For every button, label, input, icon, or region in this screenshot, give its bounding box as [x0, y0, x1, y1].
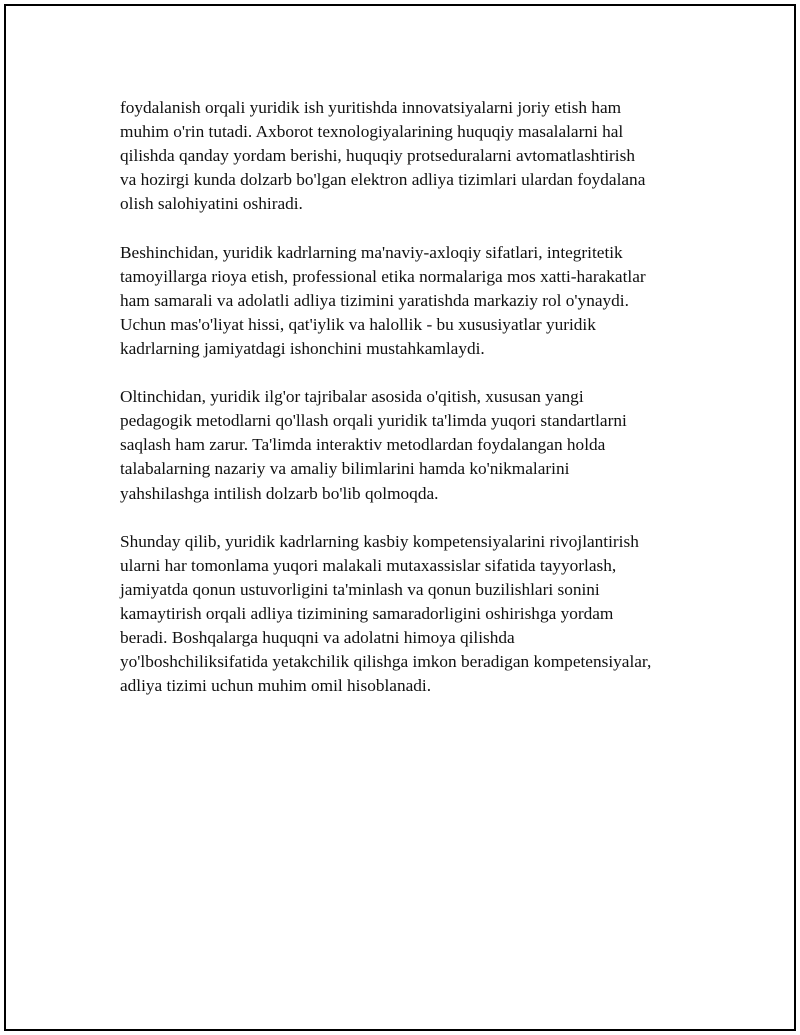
text-line: Beshinchidan, yuridik kadrlarning ma'naviy-axloqiy sifatlari, integritetik — [120, 242, 623, 262]
text-line: Uchun mas'o'liyat hissi, qat'iylik va halollik - bu xususiyatlar yuridik — [120, 314, 596, 334]
paragraph-conclusion — [120, 530, 710, 699]
text-line: yahshilashga intilish dolzarb bo'lib qolmoqda. — [120, 483, 439, 503]
text-line: saqlash ham zarur. Ta'limda interaktiv metodlardan foydalangan holda — [120, 435, 606, 455]
text-line: yo'lboshchiliksifatida yetakchilik qilishga imkon beradigan kompetensiyalar, — [120, 652, 652, 672]
document-body — [120, 96, 710, 722]
text-line: foydalanish orqali yuridik ish yuritishda innovatsiyalarni joriy etish ham — [120, 98, 622, 117]
text-line: Oltinchidan, yuridik ilg'or tajribalar asosida o'qitish, xususan yangi — [120, 387, 584, 407]
text-line: jamiyatda qonun ustuvorligini ta'minlash va qonun buzilishlari sonini — [120, 579, 600, 599]
text-line: olish salohiyatini oshiradi. — [120, 194, 303, 214]
paragraph-fifth — [120, 241, 710, 361]
document-page — [4, 4, 796, 1031]
text-line: kadrlarning jamiyatdagi ishonchini mustahkamlaydi. — [120, 338, 485, 358]
text-line: talabalarning nazariy va amaliy bilimlarini hamda ko'nikmalarini — [120, 459, 570, 479]
text-line: ham samarali va adolatli adliya tizimini yaratishda markaziy rol o'ynaydi. — [120, 290, 629, 310]
text-line: adliya tizimi uchun muhim omil hisoblanadi. — [120, 676, 432, 696]
text-line: Shunday qilib, yuridik kadrlarning kasbiy kompetensiyalarini rivojlantirish — [120, 531, 639, 551]
text-line: ularni har tomonlama yuqori malakali mutaxassislar sifatida tayyorlash, — [120, 555, 617, 575]
text-line: muhim o'rin tutadi. Axborot texnologiyalarining huquqiy masalalarni hal — [120, 122, 624, 142]
text-line: va hozirgi kunda dolzarb bo'lgan elektron adliya tizimlari ulardan foydalana — [120, 170, 646, 190]
text-line: pedagogik metodlarni qo'llash orqali yuridik ta'limda yuqori standartlarni — [120, 411, 627, 431]
text-line: beradi. Boshqalarga huquqni va adolatni himoya qilishda — [120, 628, 515, 648]
text-line: tamoyillarga rioya etish, professional etika normalariga mos xatti-harakatlar — [120, 266, 646, 286]
paragraph-innovations — [120, 96, 710, 216]
paragraph-sixth — [120, 385, 710, 505]
text-line: qilishda qanday yordam berishi, huquqiy protseduralarni avtomatlashtirish — [120, 146, 635, 166]
text-line: kamaytirish orqali adliya tizimining samaradorligini oshirishga yordam — [120, 603, 614, 623]
